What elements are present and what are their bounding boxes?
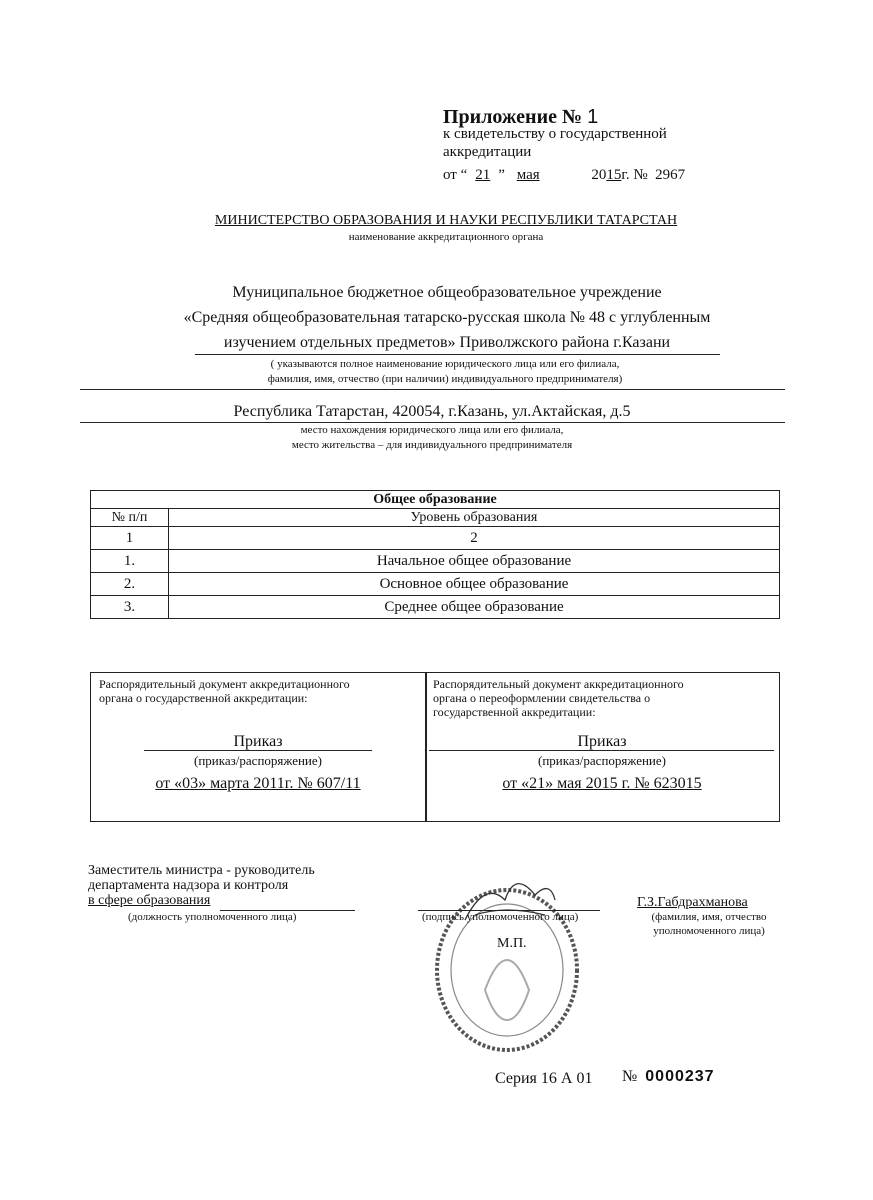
series-number-value: 0000237 [645,1068,715,1085]
series-no-label: № [622,1068,638,1085]
certificate-number: 2967 [655,167,686,183]
right-order-type: Приказ [577,733,627,750]
signatory-name: Г.З.Габдрахманова [637,895,748,910]
left-type-underline [144,750,372,751]
appendix-title-text: Приложение № [443,106,583,128]
right-type-underline [429,750,774,751]
left-order-type: Приказ [233,733,283,750]
org-underline [195,354,720,355]
authority-caption: наименование аккредитационного органа [348,231,544,243]
left-order-details: от «03» марта 2011г. № 607/11 [155,775,361,792]
left-heading1: Распорядительный документ аккредитационного [99,677,350,691]
series-number [622,1068,715,1086]
date-month: мая [516,167,540,183]
eagle-emblem-icon [485,960,529,1020]
seal-label: М.П. [497,936,527,951]
row-level: Основное общее образование [169,573,780,596]
date-year-prefix: 20 [591,167,607,183]
right-heading2: органа о переоформлении свидетельства о [433,691,651,705]
row-number: 3. [91,596,169,619]
left-type-caption: (приказ/распоряжение) [194,753,322,768]
accreditation-order-box [90,672,427,822]
appendix-line2: аккредитации [443,144,532,160]
row-level: Среднее общее образование [169,596,780,619]
appendix-number: 1 [587,106,599,128]
table-row [91,550,780,573]
name-caption2: уполномоченного лица) [653,925,765,937]
org-caption1: ( указываются полное наименование юридического лица или его филиала, [270,358,620,370]
position-line3: в сфере образования [88,893,211,908]
row-level: Начальное общее образование [169,550,780,573]
org-line2: «Средняя общеобразовательная татарско-русская школа № 48 с углубленным [183,309,711,326]
org-line1: Муниципальное бюджетное общеобразовательное учреждение [232,284,662,301]
row-number: 1. [91,550,169,573]
position-line2: департамента надзора и контроля [88,878,289,893]
address-caption1: место нахождения юридического лица или его филиала, [300,424,564,436]
position-line1: Заместитель министра - руководитель [88,863,315,878]
date-prefix: от “ [443,167,468,183]
date-day: 21 [475,167,491,183]
index-cell: 1 [91,527,169,550]
seal-stamp-and-signature [415,870,600,1060]
sign-caption: (подпись уполномоченного лица) [422,911,579,923]
right-heading1: Распорядительный документ аккредитационного [433,677,684,691]
table-row [91,573,780,596]
education-levels-table [90,490,780,619]
right-heading3: государственной аккредитации: [433,705,596,719]
header-level: Уровень образования [169,509,780,527]
table-row [91,596,780,619]
header-number: № п/п [91,509,169,527]
date-year-suffix: 15 [606,167,622,183]
date-quote: ” [498,167,505,183]
address-underline [80,422,785,423]
index-cell: 2 [169,527,780,550]
address-value: Республика Татарстан, 420054, г.Казань, ул.Актайская, д.5 [233,403,631,420]
address-caption2: место жительства – для индивидуального предпринимателя [291,439,573,451]
appendix-line1: к свидетельству о государственной [443,126,667,142]
left-heading2: органа о государственной аккредитации: [99,691,308,705]
seal-inner-ring [451,904,563,1036]
right-order-details: от «21» мая 2015 г. № 623015 [502,775,702,792]
right-type-caption: (приказ/распоряжение) [538,753,666,768]
org-line3: изучением отдельных предметов» Приволжского района г.Казани [223,334,671,351]
reissue-order-box [425,672,780,822]
series-label: Серия 16 А 01 [495,1070,593,1087]
org-divider [80,389,785,390]
org-caption2: фамилия, имя, отчество (при наличии) индивидуального предпринимателя) [267,373,623,385]
table-title: Общее образование [91,491,780,509]
row-number: 2. [91,573,169,596]
authority-name: МИНИСТЕРСТВО ОБРАЗОВАНИЯ И НАУКИ РЕСПУБЛИКИ ТАТАРСТАН [214,213,678,228]
signatory-position [88,863,315,908]
name-caption1: (фамилия, имя, отчество [651,911,767,923]
date-year-g: г. № [621,167,648,183]
position-caption: (должность уполномоченного лица) [128,911,297,923]
appendix-date-line [443,167,685,184]
